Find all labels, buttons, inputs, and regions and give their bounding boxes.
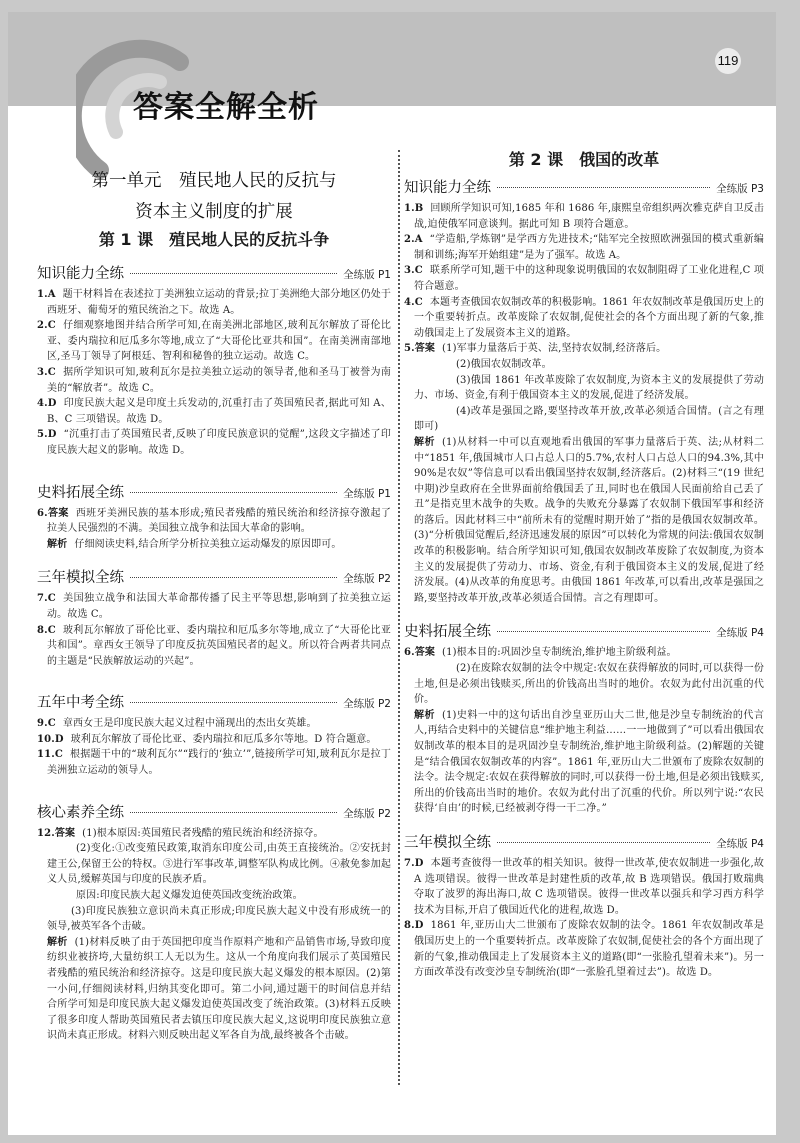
answer-item <box>404 341 764 357</box>
unit-title-line2: 资本主义制度的扩展 <box>135 202 293 222</box>
explanation <box>37 935 391 1044</box>
section-name: 五年中考全练 <box>37 695 124 712</box>
answer-label: 2.C <box>37 320 56 332</box>
answer-item <box>37 365 391 396</box>
answer-text: “沉重打击了英国殖民者,反映了印度民族意识的觉醒”,这段文字描述了印度民族大起义的影响。故选 D。 <box>47 429 391 456</box>
section-page-ref: 全练版 P2 <box>343 573 391 586</box>
answer-subpart: (2)在废除农奴制的法令中规定:农奴在获得解放的同时,可以获得一份土地,但是必须出钱赎买,所出的价钱高出当时的地价。农奴为此付出沉重的代价。 <box>414 663 764 706</box>
answer-text: 本题考查俄国农奴制改革的积极影响。1861 年农奴制改革是俄国历史上的一个重要转折点。改革废除了农奴制,促使社会的各个方面出现了新的气象,推动俄国走上了发展资本主义的道路。 <box>414 296 764 339</box>
answer-item <box>404 295 764 342</box>
answer-label: 3.C <box>37 366 56 378</box>
explanation <box>404 708 764 817</box>
answer-label: 7.C <box>37 593 56 605</box>
explanation-label: 解析 <box>414 436 435 448</box>
answer-item <box>37 318 391 365</box>
answer-item <box>37 506 391 537</box>
section-header <box>404 620 764 641</box>
answer-label: 1.A <box>37 289 56 300</box>
dot-leader <box>130 812 337 813</box>
answer-item <box>37 747 391 778</box>
answer-item <box>404 856 764 918</box>
answer-item <box>404 201 764 232</box>
dot-leader <box>130 702 337 703</box>
section-page-ref: 全练版 P1 <box>343 487 391 500</box>
explanation-label: 解析 <box>47 936 68 948</box>
answer-label: 5.D <box>37 429 57 441</box>
answer-item <box>404 263 764 294</box>
dot-leader <box>130 492 337 493</box>
dot-leader <box>497 187 710 188</box>
explanation <box>37 537 391 553</box>
answer-label: 4.D <box>37 398 57 410</box>
right-column <box>404 144 764 981</box>
answer-text: 回顾所学知识可知,1685 年和 1686 年,康熙皇帝组织两次雅克萨自卫反击战,迫使俄军同意谈判。据此可知 B 项符合题意。 <box>414 203 764 230</box>
section-page-ref: 全练版 P2 <box>343 698 391 711</box>
answer-label: 8.C <box>37 624 56 636</box>
section-header <box>37 691 391 712</box>
lesson-title: 第 1 课 殖民地人民的反抗斗争 <box>98 230 330 249</box>
explanation-text: (1)从材料一中可以直观地看出俄国的军事力量落后于英、法;从材料二中“1851 年,俄国城市人口占总人口的5.7%,农村人口占总人口的94.3%,其中 90%是农奴”等信息可以看出俄国坚持农奴制,经济落后。(2)材料三“(19 世纪中期)沙皇政府在全世界面前给俄国丢了丑,同时也在俄国人民面前给自己丢了丑”是指克里木战争的失败。战争的失败充分暴露了农奴制下俄国军事和经济的落后。因此材料三中“前所未有的觉醒时期开始了”指的是俄国农奴制改革。(3)“分析俄国觉醒后,经济迅速发展的原因”可以转化为常规的问法:俄国农奴制改革的积极影响。结合所学知识可知,俄国农奴制改革废除了农奴制度,为资本主义的发展提供了劳动力、市场、资金,有利于俄国资本主义的发展,促进了经济发展。(4)从改革的角度思考。由俄国 1861 年改革,可以看出,改革是强国之路,要坚持改革开放,改革必须适合国情。言之有理即可。 <box>414 436 765 604</box>
answer-label: 7.D <box>404 857 424 869</box>
answer-text: 仔细观察地图并结合所学可知,在南美洲北部地区,玻利瓦尔解放了哥伦比亚、委内瑞拉和厄瓜多尔等地,成立了“大哥伦比亚共和国”。在南美洲南部地区,圣马丁领导了阿根廷、智利和秘鲁的独立运动。故选 C。 <box>47 320 391 363</box>
answer-item <box>37 623 391 670</box>
section-name: 三年模拟全练 <box>37 570 124 587</box>
answer-text: “学造船,学炼钢”是学西方先进技术;“陆军完全按照欧洲强国的模式重新编制和训练;海军开始组建”是为了强军。故选 A。 <box>414 234 764 261</box>
answer-label: 10.D <box>37 733 64 745</box>
answer-item <box>404 918 764 980</box>
section-header <box>37 262 391 283</box>
answer-label: 9.C <box>37 718 56 730</box>
answer-text: 玻利瓦尔解放了哥伦比亚、委内瑞拉和厄瓜多尔等地。D 符合题意。 <box>70 733 377 745</box>
answer-text: 根据题干中的“玻利瓦尔”“践行的‘独立’”,链接所学可知,玻利瓦尔是拉丁美洲独立运动的领导人。 <box>47 749 391 777</box>
dot-leader <box>130 273 337 274</box>
dot-leader <box>497 842 710 843</box>
answer-text: (1)根本原因:英国殖民者残酷的殖民统治和经济掠夺。 <box>82 827 324 839</box>
answer-text: 章西女王是印度民族大起义过程中涌现出的杰出女英雄。 <box>62 718 317 730</box>
answer-text: 据所学知识可知,玻利瓦尔是拉美独立运动的领导者,他和圣马丁被誉为南美的“解放者”。故选 C。 <box>47 366 391 394</box>
answer-label: 3.C <box>404 265 423 277</box>
answer-text: (1)军事力量落后于英、法,坚持农奴制,经济落后。 <box>442 343 667 355</box>
section-header <box>404 176 764 197</box>
answer-text: 本题考查彼得一世改革的相关知识。彼得一世改革,使农奴制进一步强化,故 A 选项错误。彼得一世改革是封建性质的改革,故 B 选项错误。俄国打败瑞典夺取了波罗的海出海口,故 C 选项错误。彼得一世改革以强兵和学习西方科学技术为目标,开启了俄国近代化的进程,故选 D。 <box>414 857 764 916</box>
section-name: 三年模拟全练 <box>404 834 491 851</box>
answer-item <box>37 427 391 458</box>
explanation-label: 解析 <box>414 709 435 721</box>
answer-item <box>37 716 391 732</box>
answer-label: 11.C <box>37 749 63 761</box>
answer-text: 西班牙美洲民族的基本形成;殖民者残酷的殖民统治和经济掠夺激起了拉美人民强烈的不满。美国独立战争和法国大革命的影响。 <box>47 507 391 535</box>
answer-label: 12.答案 <box>37 827 76 839</box>
answer-item <box>37 287 391 318</box>
section-header <box>404 831 764 852</box>
answer-text: 玻利瓦尔解放了哥伦比亚、委内瑞拉和厄瓜多尔等地,成立了“大哥伦比亚共和国”。章西女王领导了印度反抗英国殖民者的起义。所以符合两者共同点的主题是“民族解放运动的兴起”。 <box>47 624 391 667</box>
answer-subpart: (4)改革是强国之路,要坚持改革开放,改革必须适合国情。(言之有理即可) <box>414 405 764 433</box>
answer-text: 1861 年,亚历山大二世颁布了废除农奴制的法令。1861 年农奴制改革是俄国历史上的一个重要转折点。改革废除了农奴制,促使社会的各个方面出现了新的气象,推动俄国走上了发展资本主义的道路(即“一张脸孔望着未来”)。另一方面改革没有改变沙皇专制统治(即“一张脸孔望着过去”)。故选 D。 <box>414 920 764 979</box>
answer-item <box>37 732 391 748</box>
section-name: 史料拓展全练 <box>37 484 124 501</box>
section-name: 知识能力全练 <box>404 180 491 196</box>
answer-label: 6.答案 <box>404 647 436 659</box>
answer-text: 题干材料旨在表述拉丁美洲独立运动的背景;拉丁美洲绝大部分地区仍处于西班牙、葡萄牙的殖民统治之下。故选 A。 <box>47 289 391 316</box>
answer-item <box>37 591 391 622</box>
section-page-ref: 全练版 P3 <box>716 183 764 195</box>
answer-text: 印度民族大起义是印度土兵发动的,沉重打击了英国殖民者,据此可知 A、B、C 三项错误。故选 D。 <box>47 398 391 425</box>
answer-item <box>37 396 391 427</box>
answer-text: 美国独立战争和法国大革命都传播了民主平等思想,影响到了拉美独立运动。故选 C。 <box>47 593 391 620</box>
column-divider <box>398 150 400 1085</box>
answer-subpart: (2)变化:①改变殖民政策,取消东印度公司,由英王直接统治。②安抚封建王公,保留王公的特权。③进行军事改革,调整军队构成比例。④赦免参加起义人员,缓解英国与印度的民族矛盾。 <box>47 843 391 886</box>
dot-leader <box>130 577 337 578</box>
section-page-ref: 全练版 P1 <box>343 269 391 281</box>
section-header <box>37 566 391 587</box>
answer-subpart: 原因:印度民族大起义爆发迫使英国改变统治政策。 <box>76 890 303 902</box>
answer-label: 6.答案 <box>37 507 69 519</box>
explanation-text: (1)材料反映了由于英国把印度当作原料产地和产品销售市场,导致印度纺织业被挤垮,大量纺织工人无以为生。这从一个角度向我们展示了英国殖民者残酷的殖民统治和经济掠夺。这是印度民族大起义爆发的根本原因。(2)第一小问,仔细阅读材料,归纳其变化即可。第二小问,通过题干的时间信息并结合所学可知是印度民族大起义爆发迫使英国改变了统治政策。(3)材料五反映了很多印度人帮助英国殖民者去镇压印度民族大起义,这说明印度民族独立意识尚未真正形成。材料六则反映出起义军各自为战,最终被各个击破。 <box>47 936 391 1042</box>
page-number: 119 <box>715 48 741 74</box>
left-column <box>37 144 391 1044</box>
section-name: 知识能力全练 <box>37 266 124 282</box>
answer-item <box>404 232 764 263</box>
section-page-ref: 全练版 P4 <box>716 627 764 640</box>
explanation-label: 解析 <box>47 538 68 550</box>
answer-label: 5.答案 <box>404 343 436 355</box>
page-title: 答案全解全析 <box>133 90 319 125</box>
explanation-text: 仔细阅读史料,结合所学分析拉美独立运动爆发的原因即可。 <box>74 538 342 550</box>
unit-title: 第一单元 殖民地人民的反抗与 <box>91 171 337 191</box>
answer-label: 2.A <box>404 234 423 246</box>
answer-item <box>404 645 764 661</box>
dot-leader <box>497 631 710 632</box>
section-name: 核心素养全练 <box>37 804 124 821</box>
answer-subpart: (3)俄国 1861 年改革废除了农奴制度,为资本主义的发展提供了劳动力、市场、资金,有利于俄国资本主义的发展,促进了经济发展。 <box>414 374 764 402</box>
answer-label: 4.C <box>404 296 423 308</box>
lesson-title: 第 2 课 俄国的改革 <box>508 150 660 169</box>
section-name: 史料拓展全练 <box>404 624 491 641</box>
answer-item <box>37 826 391 842</box>
answer-label: 8.D <box>404 920 424 932</box>
answer-subpart: (2)俄国农奴制改革。 <box>456 358 552 370</box>
explanation-text: (1)史料一中的这句话出自沙皇亚历山大二世,他是沙皇专制统治的代言人,再结合史料中的关键信息“维护地主利益……一一地做到了”可以看出俄国农奴制改革的根本目的是巩固沙皇专制统治,维护地主阶级利益。(2)解题的关键是“结合俄国农奴制改革的内容”。1861 年,亚历山大二世颁布了废除农奴制的法令。法令规定:农奴在获得解放的同时,可以获得一份土地,但是必须出钱赎买,所出的价钱高出当时的地价。农奴为此付出了沉重的代价。所以列宁说:“农民获得‘自由’的时候,已经被剥夺得一干二净。” <box>414 709 764 815</box>
section-header <box>37 481 391 502</box>
answer-text: (1)根本目的:巩固沙皇专制统治,维护地主阶级利益。 <box>442 647 677 659</box>
answer-label: 1.B <box>404 203 424 214</box>
answer-subpart: (3)印度民族独立意识尚未真正形成;印度民族大起义中没有形成统一的领导,被英军各个击破。 <box>47 905 391 933</box>
answer-text: 联系所学可知,题干中的这种现象说明俄国的农奴制阻碍了工业化进程,C 项符合题意。 <box>414 265 764 292</box>
explanation <box>404 435 764 607</box>
section-page-ref: 全练版 P4 <box>716 837 764 850</box>
section-header <box>37 801 391 822</box>
section-page-ref: 全练版 P2 <box>343 807 391 820</box>
